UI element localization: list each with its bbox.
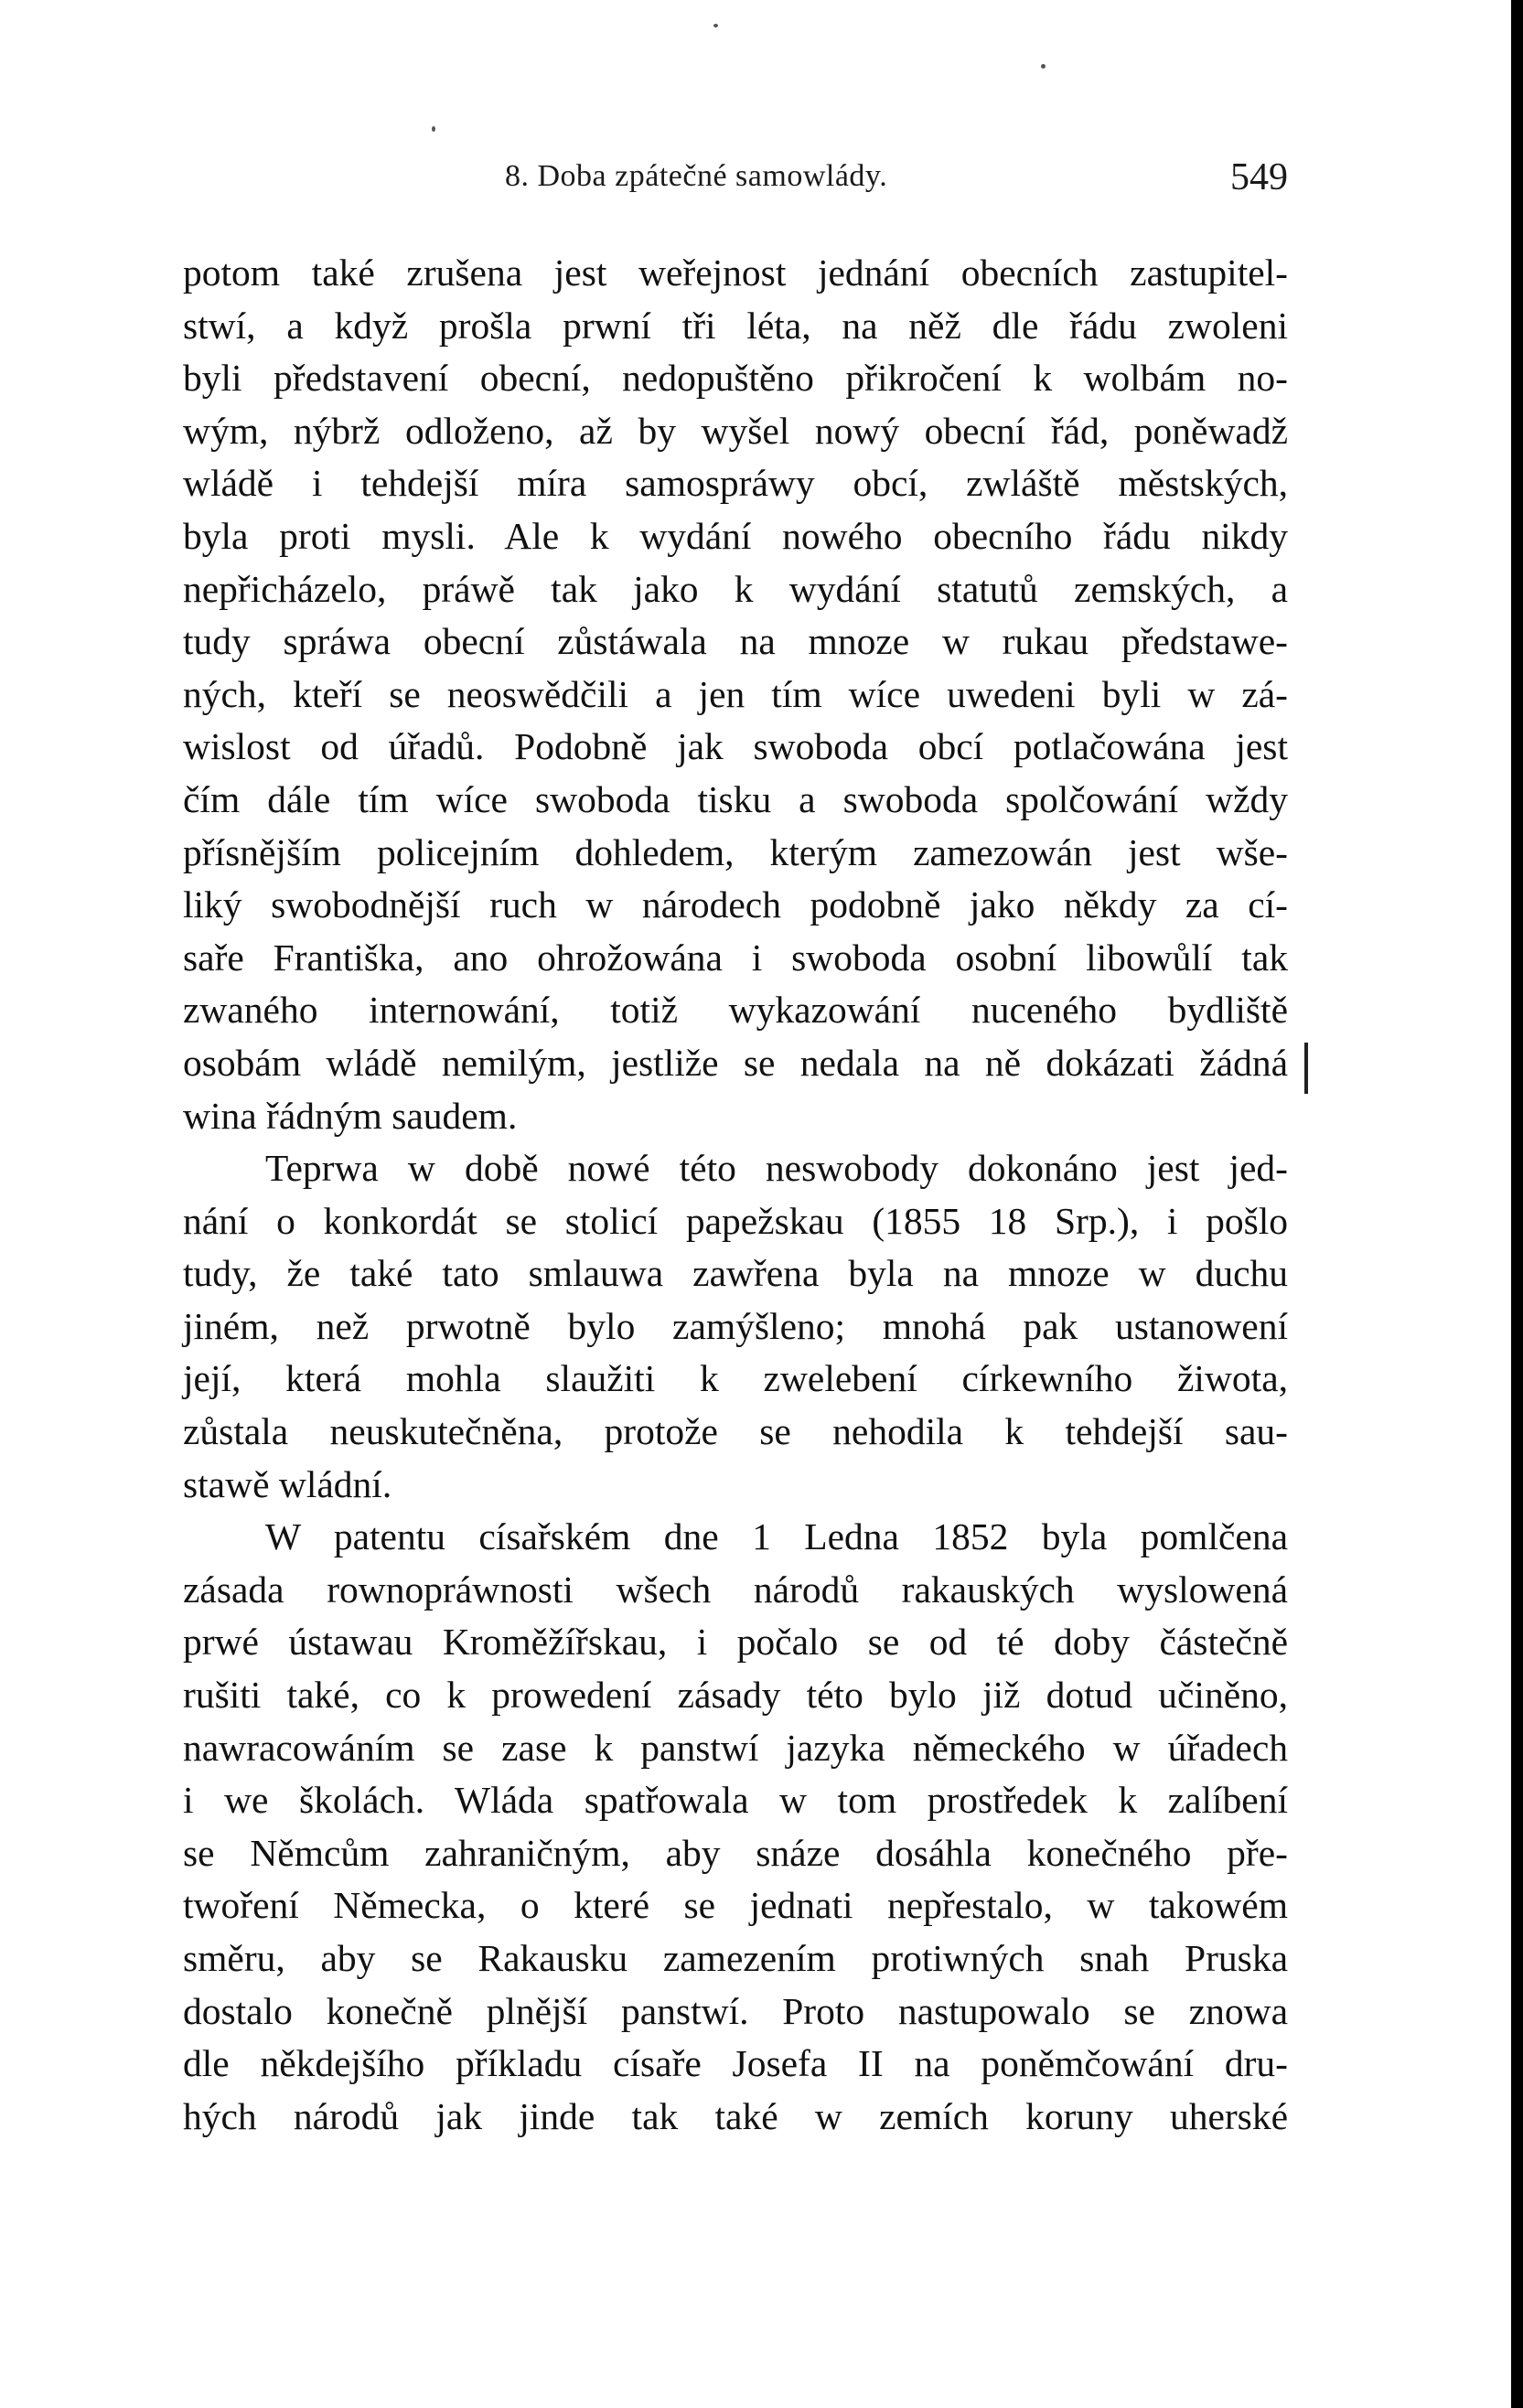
margin-mark [1304,1043,1308,1094]
text-line: zásada rownopráwnosti wšech národů rakauských wyslowená [183,1568,1288,1611]
paragraph [183,1142,1288,1511]
text-line: se Němcům zahraničným, aby snáze dosáhla konečného pře- [183,1831,1288,1874]
text-line: jiném, než prwotně bylo zamýšleno; mnohá pak ustanowení [183,1304,1288,1347]
text-line: stwí, a když prošla prwní tři léta, na něž dle řádu zwoleni [183,304,1288,347]
text-line: byla proti mysli. Ale k wydání nowého obecního řádu nikdy [183,514,1288,557]
scan-speck [713,24,718,27]
text-line: čím dále tím wíce swoboda tisku a swoboda spolčowání wždy [183,777,1288,820]
text-line: wina řádným saudem. [183,1094,518,1137]
text-line: hých národů jak jinde tak také w zemích koruny uherské [183,2094,1288,2137]
text-line: přísnějším policejním dohledem, kterým zamezowán jest wše- [183,830,1288,873]
text-line: saře Františka, ano ohrožowána i swoboda osobní libowůlí tak [183,936,1288,979]
running-title: 8. Doba zpátečné samowlády. [505,159,888,193]
text-line: wládě i tehdejší míra samospráwy obcí, zwláště městských, [183,462,1288,505]
text-line: směru, aby se Rakausku zamezením protiwných snah Pruska [183,1937,1288,1979]
text-line: i we školách. Wláda spatřowala w tom prostředek k zalíbení [183,1779,1288,1822]
scan-speck [432,126,435,132]
text-line: Teprwa w době nowé této neswobody dokonáno jest jed- [265,1147,1288,1190]
text-line: byli představení obecní, nedopuštěno přikročení k wolbám no- [183,357,1288,400]
text-line: nání o konkordát se stolicí papežskau (1855 18 Srp.), i pošlo [183,1199,1288,1242]
text-line: dostalo konečně plnější panstwí. Proto nastupowalo se znowa [183,1989,1288,2032]
running-header [183,155,1288,210]
text-line: wislost od úřadů. Podobně jak swoboda obcí potlačowána jest [183,725,1288,768]
paragraph [183,247,1288,1142]
paragraph [183,1511,1288,2143]
text-line: stawě wládní. [183,1462,392,1505]
text-line: twoření Německa, o které se jednati nepřestalo, w takowém [183,1884,1288,1927]
text-line: nepřicházelo, práwě tak jako k wydání statutů zemských, a [183,567,1288,610]
text-line: tudy spráwa obecní zůstáwala na mnoze w rukau předstawe- [183,620,1288,663]
text-line: wým, nýbrž odloženo, až by wyšel nowý obecní řád, poněwadž [183,409,1288,452]
text-line: nawracowáním se zase k panstwí jazyka německého w úřadech [183,1726,1288,1769]
text-line: dle někdejšího příkladu císaře Josefa II na poněmčowání dru- [183,2042,1288,2085]
text-line: potom také zrušena jest weřejnost jednání obecních zastupitel- [183,252,1288,294]
text-line: osobám wládě nemilým, jestliže se nedala na ně dokázati žádná [183,1041,1288,1084]
text-line: rušiti také, co k prowedení zásady této bylo již dotud učiněno, [183,1674,1288,1717]
text-line: zůstala neuskutečněna, protože se nehodila k tehdejší sau- [183,1410,1288,1453]
text-line: ných, kteří se neoswědčili a jen tím wíce uwedeni byli w zá- [183,672,1288,715]
scan-speck [1041,64,1046,69]
text-line: W patentu císařském dne 1 Ledna 1852 byla pomlčena [265,1515,1288,1558]
text-line: tudy, že také tato smlauwa zawřena byla na mnoze w duchu [183,1252,1288,1295]
text-line: prwé ústawau Kroměžířskau, i počalo se od té doby částečně [183,1621,1288,1664]
body-text [183,247,1288,2143]
page-number: 549 [1230,156,1288,198]
text-line: zwaného internowání, totiž wykazowání nuceného bydliště [183,989,1288,1032]
text-line: liký swobodnější ruch w národech podobně jako někdy za cí- [183,883,1288,926]
text-line: její, která mohla slaužiti k zwelebení církewního žiwota, [183,1357,1288,1400]
